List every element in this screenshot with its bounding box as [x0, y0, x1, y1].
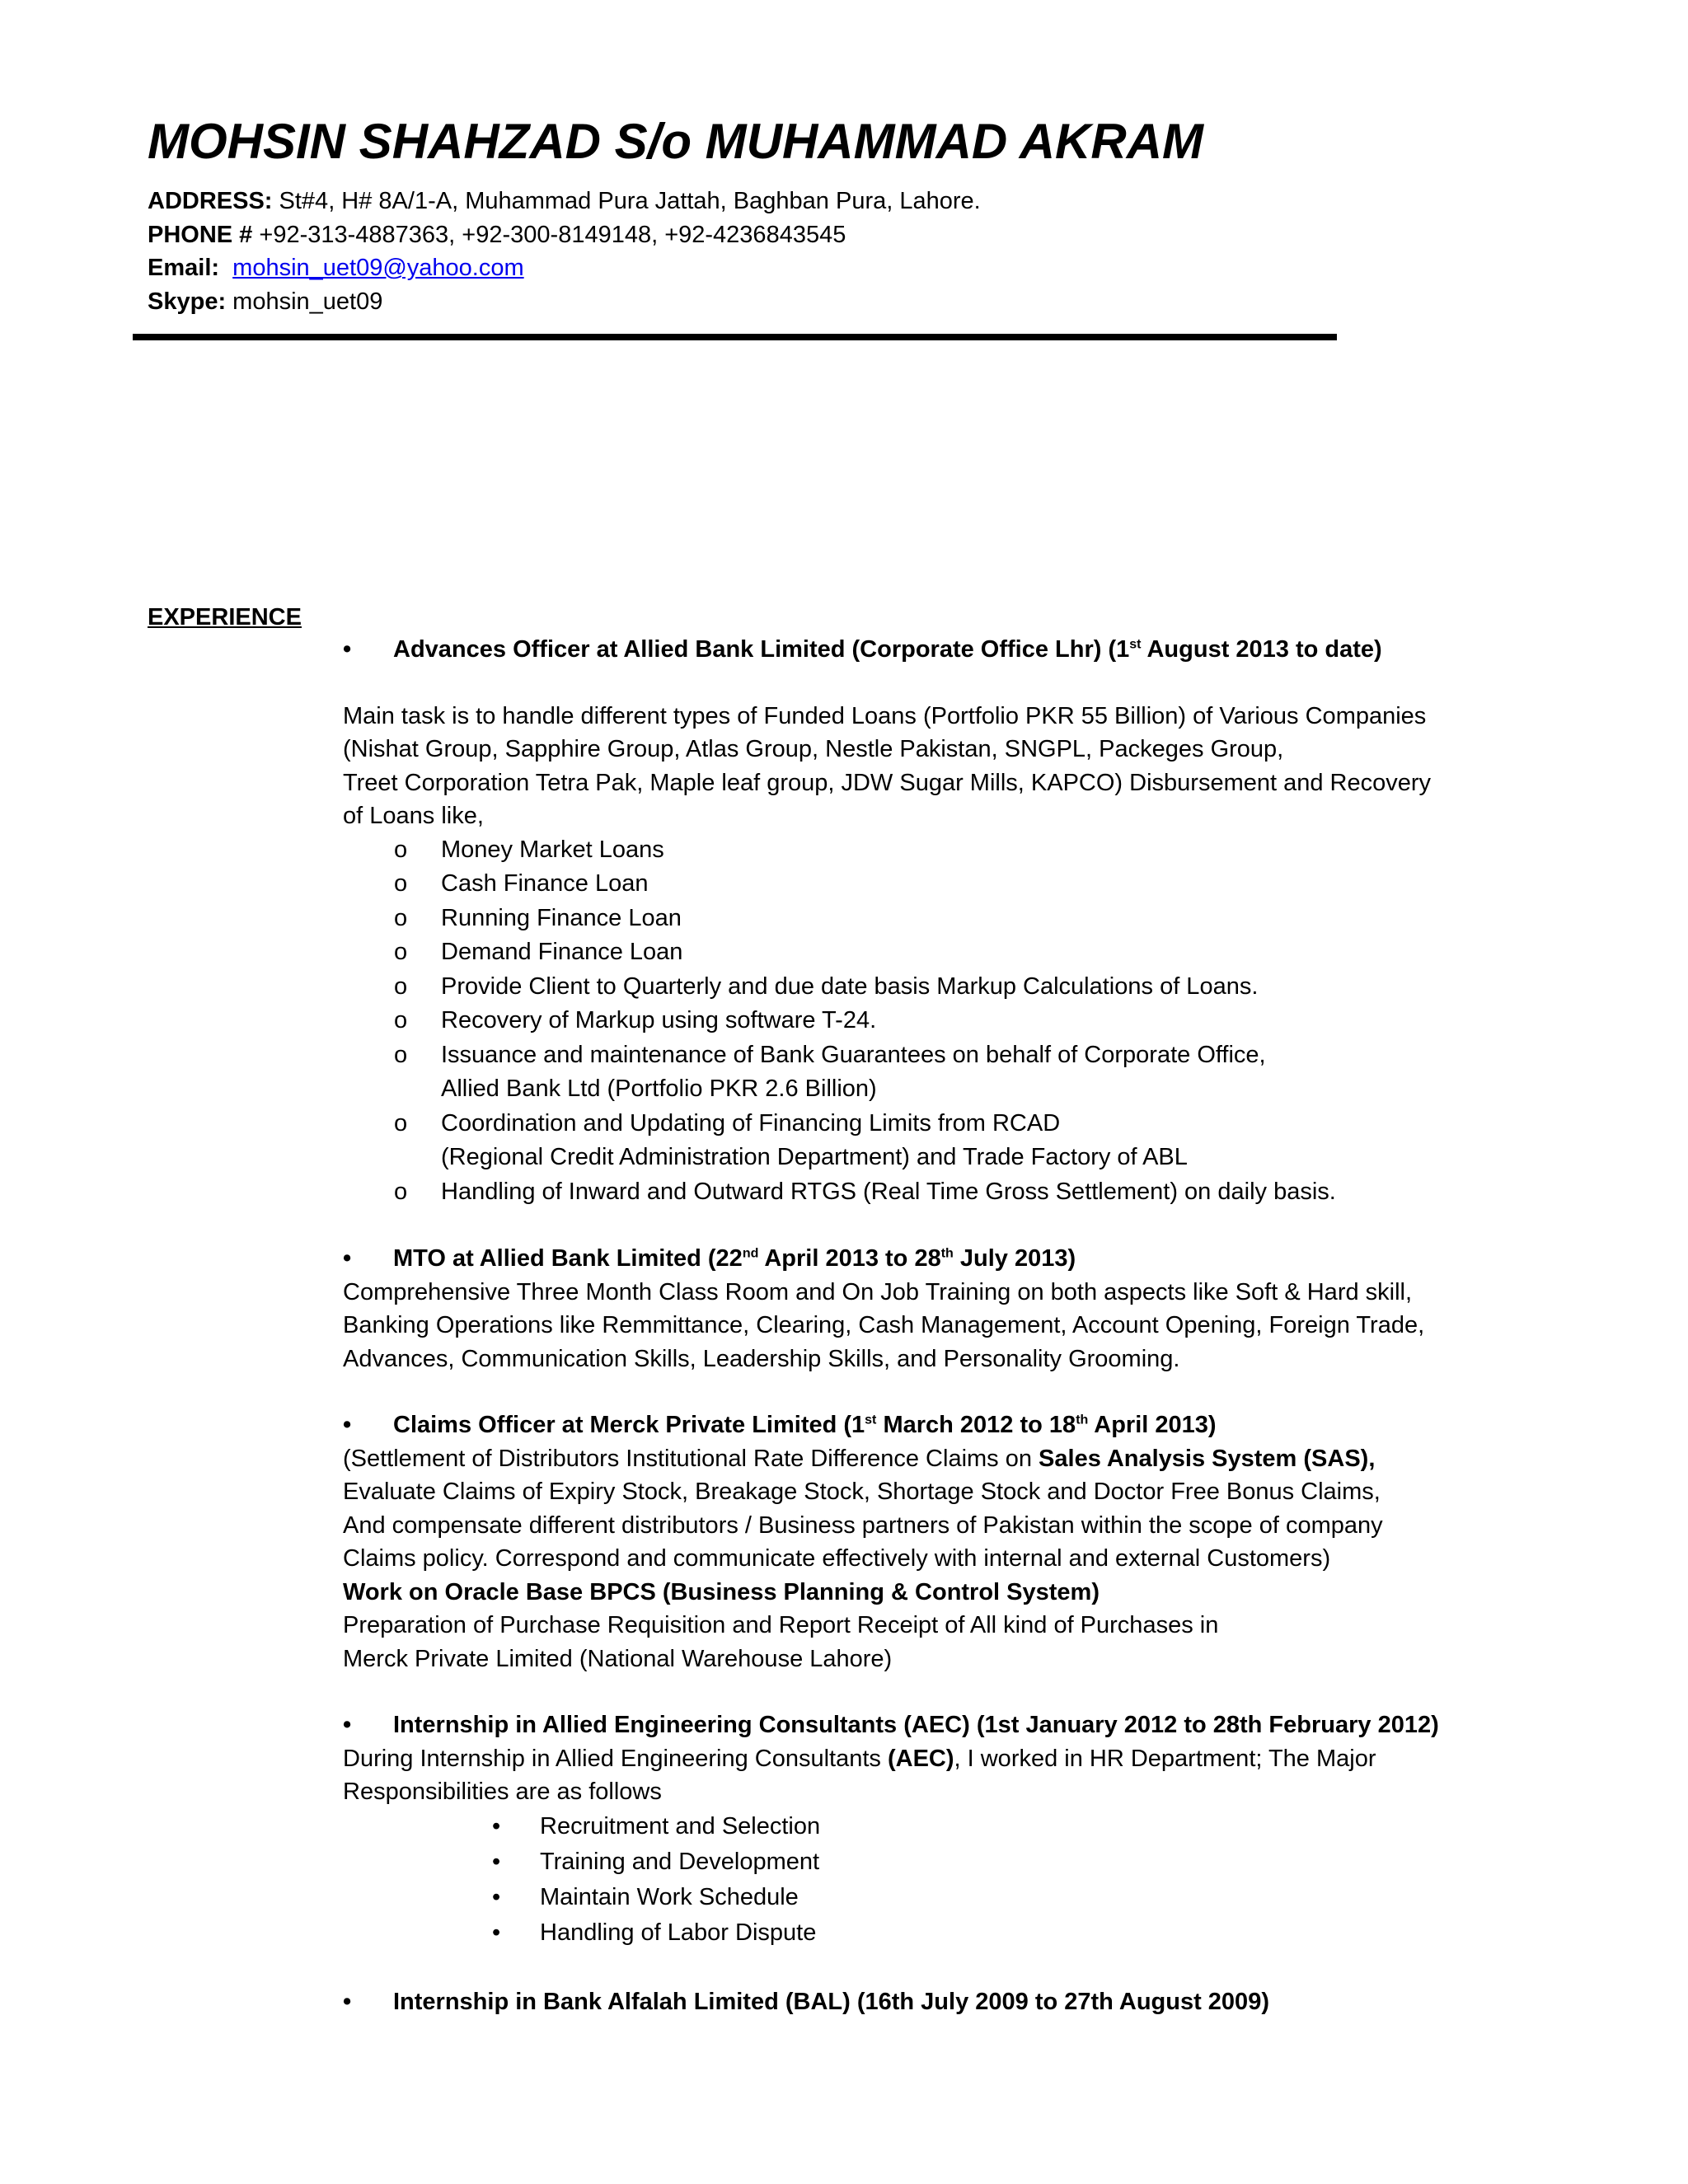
list-item: [343, 1107, 1497, 1175]
circle-bullet-icon: o: [394, 1109, 408, 1137]
header-divider: [133, 334, 1337, 340]
job4-desc-text: , I worked in HR Department; The Major: [954, 1745, 1376, 1772]
phone-row: [148, 218, 981, 252]
job-title-1: [343, 633, 1497, 667]
job3-desc-line: Merck Private Limited (National Warehouse Lahore): [343, 1645, 893, 1672]
email-link[interactable]: mohsin_uet09@yahoo.com: [232, 255, 524, 281]
job2-desc-line: Comprehensive Three Month Class Room and On Job Training on both aspects like Soft & Hard skill,: [343, 1278, 1413, 1305]
job-title-text: July 2013): [953, 1245, 1076, 1272]
bullet-icon: •: [492, 1848, 501, 1875]
list-item-text: Recovery of Markup using software T-24.: [441, 1007, 877, 1033]
circle-bullet-icon: o: [394, 1041, 408, 1068]
list-item: [343, 1915, 1497, 1951]
list-item: [343, 867, 1497, 902]
list-item: [343, 1175, 1497, 1210]
phone-label: PHONE #: [148, 221, 253, 248]
contact-block: [148, 185, 981, 318]
job3-desc-line: Evaluate Claims of Expiry Stock, Breakage Stock, Shortage Stock and Doctor Free Bonus Claims,: [343, 1479, 1381, 1505]
experience-heading: EXPERIENCE: [148, 604, 302, 630]
list-item-text: Coordination and Updating of Financing Limits from RCAD: [441, 1109, 1061, 1137]
job2-desc-line: Advances, Communication Skills, Leadership Skills, and Personality Grooming.: [343, 1345, 1180, 1372]
bullet-icon: •: [492, 1919, 501, 1946]
bullet-icon: •: [343, 1412, 352, 1438]
job1-desc-line: Main task is to handle different types of Funded Loans (Portfolio PKR 55 Billion) of Various Companies: [343, 702, 1427, 729]
bullet-icon: •: [343, 636, 352, 663]
address-value: St#4, H# 8A/1-A, Muhammad Pura Jattah, Baghban Pura, Lahore.: [279, 188, 981, 214]
list-item-text: Training and Development: [540, 1848, 820, 1875]
candidate-name: MOHSIN SHAHZAD S/o MUHAMMAD AKRAM: [148, 114, 1204, 169]
job-title-2: [343, 1242, 1497, 1276]
list-item: [343, 970, 1497, 1005]
list-item-text: Provide Client to Quarterly and due date basis Markup Calculations of Loans.: [441, 972, 1259, 1000]
list-item: [343, 1809, 1497, 1844]
job-title-text: MTO at Allied Bank Limited (22: [393, 1245, 743, 1272]
job3-desc-line: Claims policy. Correspond and communicate effectively with internal and external Customers): [343, 1545, 1331, 1572]
list-item-text: Money Market Loans: [441, 836, 664, 863]
job-title-sup: th: [940, 1246, 954, 1261]
list-item-text: Running Finance Loan: [441, 904, 682, 931]
list-item-text: Handling of Labor Dispute: [540, 1919, 817, 1946]
phone-value: +92-313-4887363, +92-300-8149148, +92-4236843545: [259, 221, 846, 248]
job4-desc-bold: (AEC): [887, 1745, 954, 1772]
job-title-sup: nd: [742, 1246, 759, 1261]
job-title-sup: st: [1129, 637, 1142, 652]
circle-bullet-icon: o: [394, 870, 408, 897]
bullet-icon: •: [492, 1883, 501, 1910]
list-item: [343, 935, 1497, 970]
bullet-icon: •: [492, 1812, 501, 1840]
list-item-text: Issuance and maintenance of Bank Guarantees on behalf of Corporate Office,: [441, 1041, 1266, 1068]
skype-value: mohsin_uet09: [232, 288, 383, 315]
list-item-text: Cash Finance Loan: [441, 870, 649, 897]
list-item: [343, 1038, 1497, 1107]
list-item: [343, 902, 1497, 936]
list-item-text: Allied Bank Ltd (Portfolio PKR 2.6 Billion): [441, 1076, 877, 1102]
experience-section: [343, 633, 1497, 2018]
job4-responsibility-list: [343, 1809, 1497, 1951]
job4-desc-line: [343, 1742, 1497, 1776]
job1-duty-list: [343, 833, 1497, 1210]
job-title-text: April 2013): [1088, 1412, 1217, 1438]
circle-bullet-icon: o: [394, 972, 408, 1000]
job2-desc-line: Banking Operations like Remmittance, Clearing, Cash Management, Account Opening, Foreign Trade,: [343, 1312, 1425, 1338]
job3-desc-text: (Settlement of Distributors Institutional Rate Difference Claims on: [343, 1445, 1039, 1472]
circle-bullet-icon: o: [394, 939, 408, 965]
job-title-text: March 2012 to 18: [876, 1412, 1076, 1438]
job3-desc-line: And compensate different distributors / Business partners of Pakistan within the scope of company: [343, 1511, 1383, 1539]
circle-bullet-icon: o: [394, 836, 408, 863]
list-item: [343, 1844, 1497, 1880]
list-item-text: Demand Finance Loan: [441, 939, 683, 965]
job1-desc-line: (Nishat Group, Sapphire Group, Atlas Group, Nestle Pakistan, SNGPL, Packeges Group,: [343, 736, 1284, 762]
job-title-sup: st: [865, 1413, 877, 1427]
bullet-icon: •: [343, 1988, 352, 2015]
list-item: [343, 1004, 1497, 1038]
circle-bullet-icon: o: [394, 1007, 408, 1033]
list-item-text: Recruitment and Selection: [540, 1812, 821, 1840]
job1-desc-line: of Loans like,: [343, 803, 484, 829]
job-title-text: Claims Officer at Merck Private Limited (1: [393, 1412, 865, 1438]
bullet-icon: •: [343, 1245, 352, 1272]
circle-bullet-icon: o: [394, 904, 408, 931]
job1-desc-line: Treet Corporation Tetra Pak, Maple leaf group, JDW Sugar Mills, KAPCO) Disbursement and Recovery: [343, 769, 1432, 796]
job3-desc-line: [343, 1442, 1497, 1476]
job4-desc-line: Responsibilities are as follows: [343, 1779, 662, 1805]
email-row: [148, 251, 981, 285]
job3-desc-line: Preparation of Purchase Requisition and Report Receipt of All kind of Purchases in: [343, 1612, 1219, 1638]
list-item-text: Handling of Inward and Outward RTGS (Real Time Gross Settlement) on daily basis.: [441, 1178, 1336, 1205]
circle-bullet-icon: o: [394, 1178, 408, 1205]
address-row: [148, 185, 981, 218]
list-item-text: Maintain Work Schedule: [540, 1883, 799, 1910]
list-item: [343, 1880, 1497, 1915]
list-item-text: (Regional Credit Administration Department) and Trade Factory of ABL: [441, 1144, 1188, 1170]
job-title-3: [343, 1408, 1497, 1442]
skype-label: Skype:: [148, 288, 227, 315]
job-title-text: April 2013 to 28: [758, 1245, 941, 1272]
job-title-4: [343, 1708, 1497, 1742]
address-label: ADDRESS:: [148, 188, 273, 214]
job-title-sup: th: [1076, 1413, 1089, 1427]
job3-desc-bold: Sales Analysis System (SAS),: [1039, 1445, 1376, 1472]
job-title-text: August 2013 to date): [1141, 636, 1382, 663]
job-title-5: [343, 1985, 1497, 2019]
job3-bold-line: Work on Oracle Base BPCS (Business Planning & Control System): [343, 1578, 1100, 1605]
email-label: Email:: [148, 255, 220, 281]
job-title-text: Advances Officer at Allied Bank Limited (Corporate Office Lhr) (1: [393, 636, 1130, 663]
skype-row: [148, 285, 981, 319]
list-item: [343, 833, 1497, 868]
bullet-icon: •: [343, 1712, 352, 1738]
job4-desc-text: During Internship in Allied Engineering Consultants: [343, 1745, 888, 1772]
job-title-text: Internship in Allied Engineering Consultants (AEC) (1st January 2012 to 28th February 2012): [393, 1712, 1439, 1738]
job-title-text: Internship in Bank Alfalah Limited (BAL) (16th July 2009 to 27th August 2009): [393, 1988, 1269, 2015]
